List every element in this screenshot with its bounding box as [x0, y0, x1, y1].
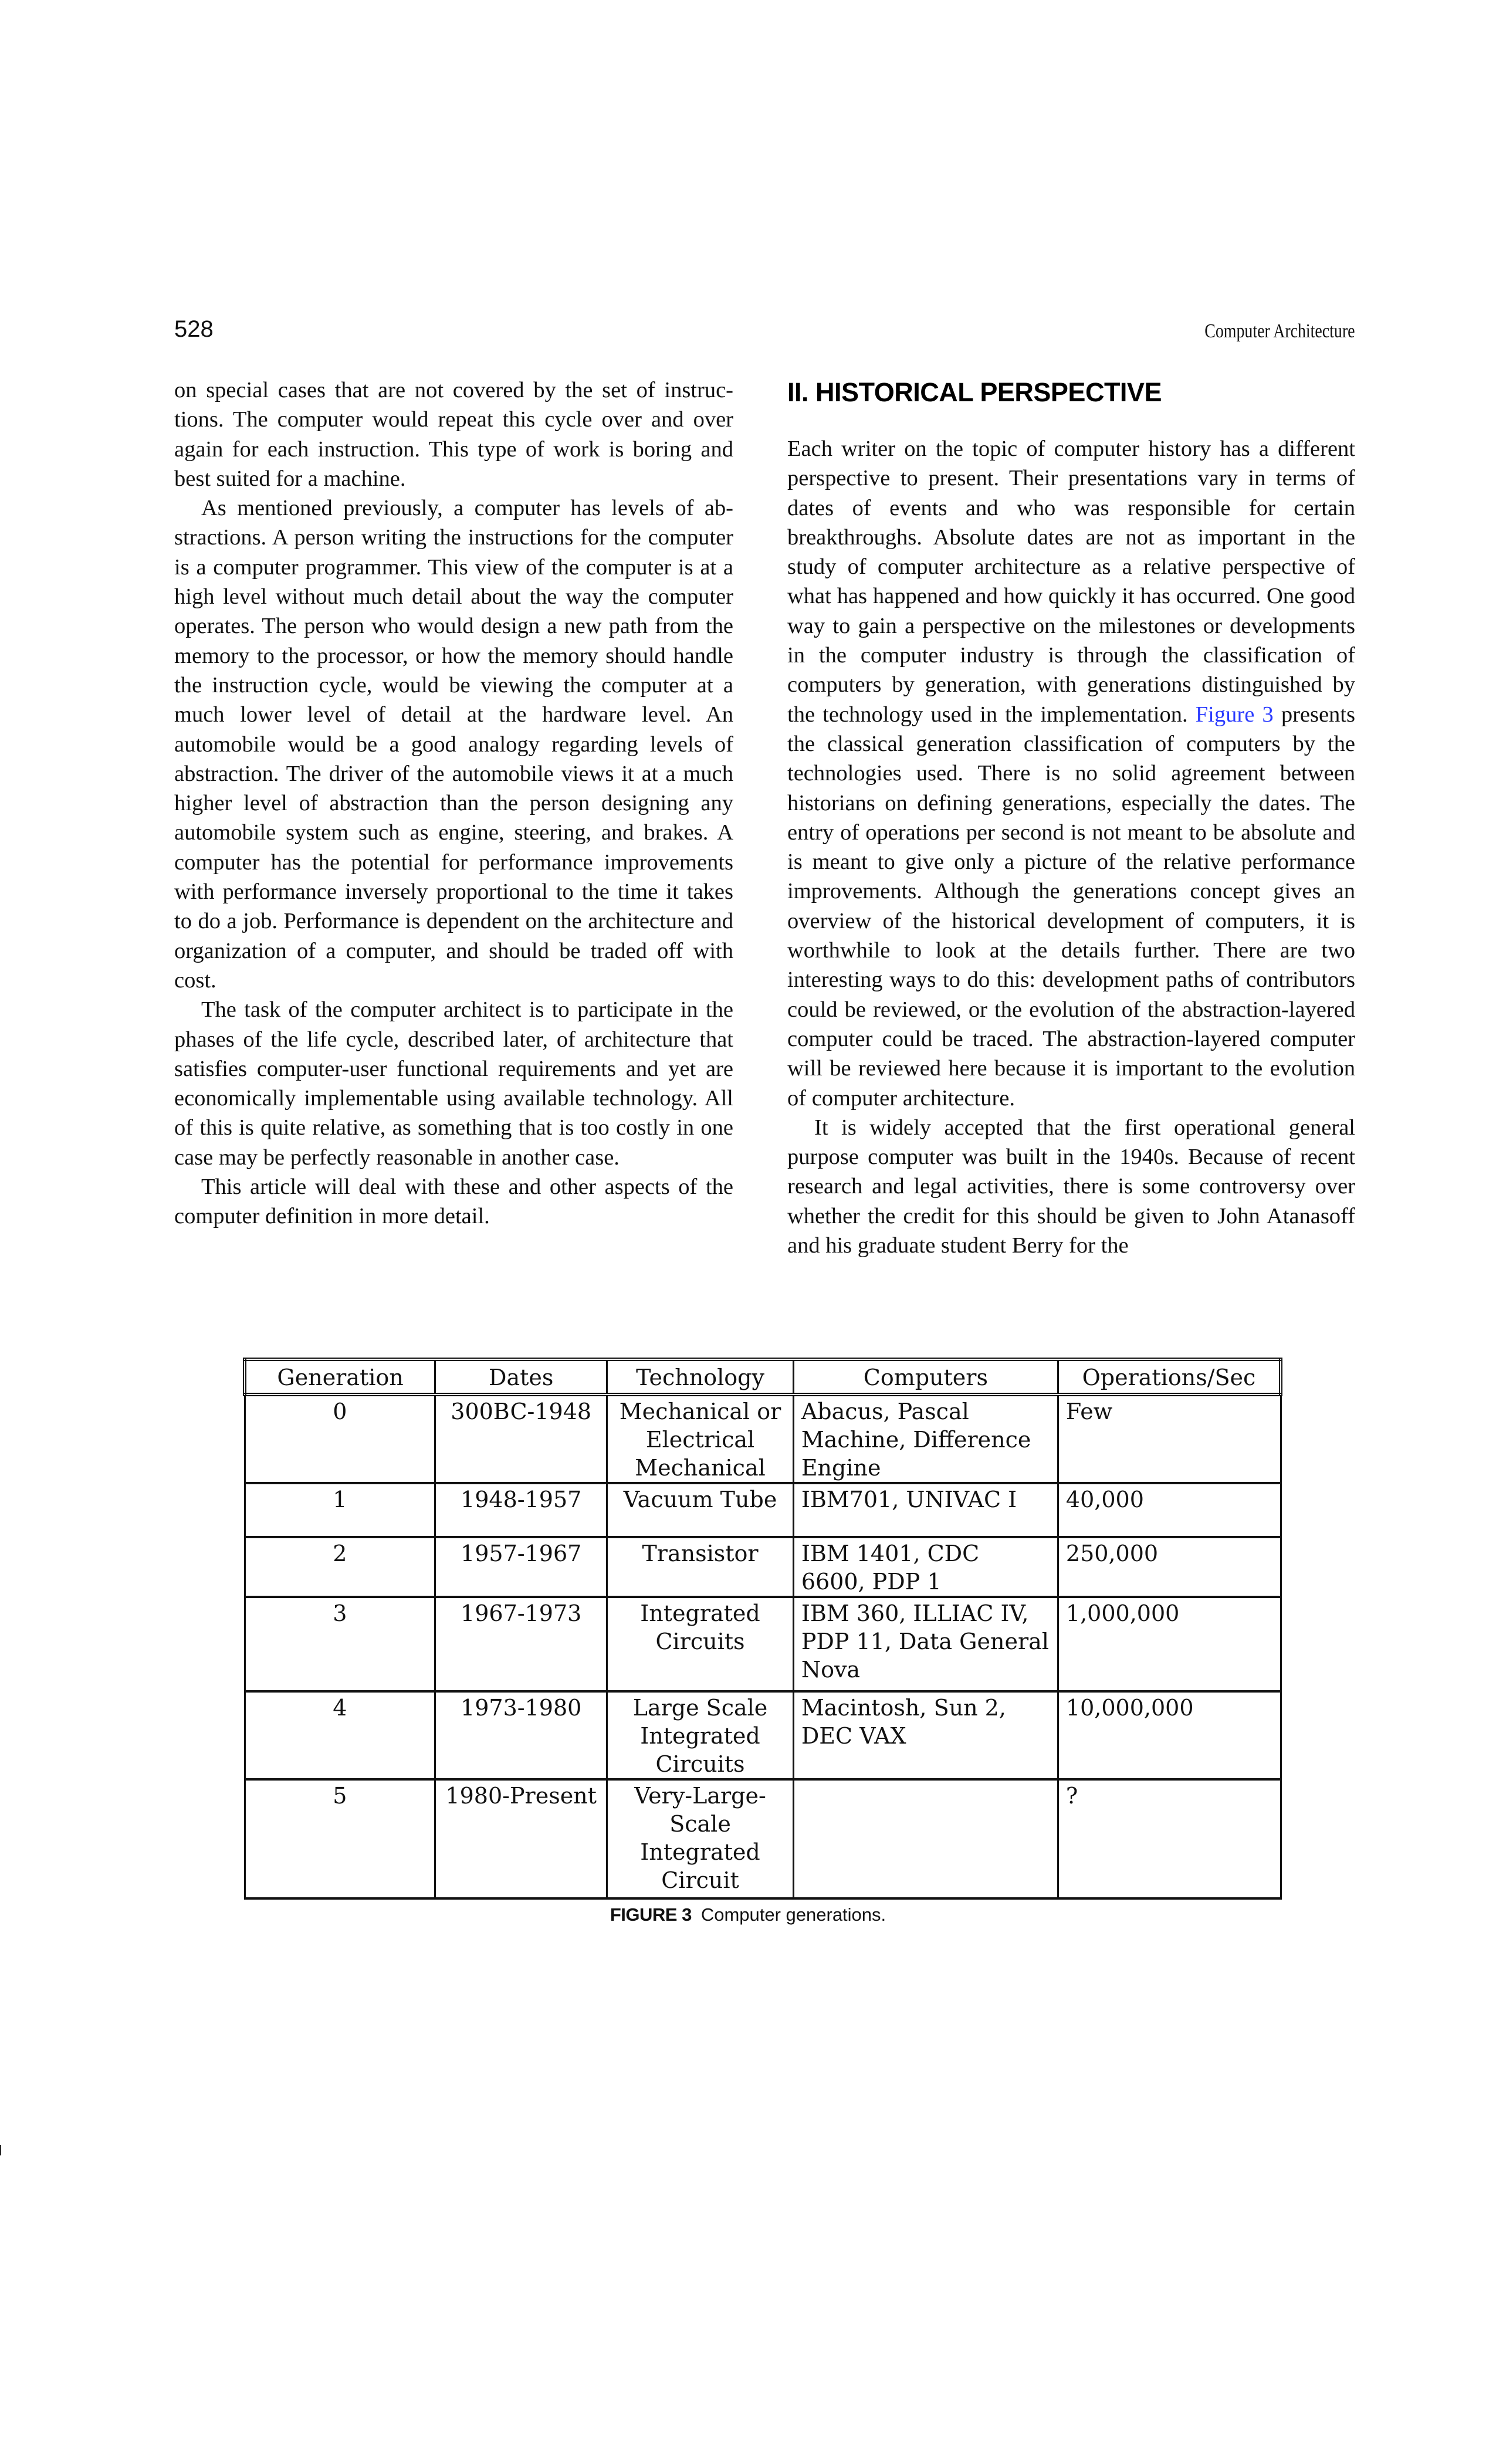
column-header-dates: Dates: [435, 1359, 607, 1395]
cell-generation: 3: [245, 1597, 435, 1691]
paragraph: This article will deal with these and other aspects of the computer definition in more detail.: [174, 1175, 733, 1229]
paragraph: on special cases that are not covered by the set of instructions. The computer would repeat this cycle over and over again for each instruction. This type of work is boring and best suited for a machine.: [174, 378, 733, 491]
cell-technology: Integrated Circuits: [607, 1597, 794, 1691]
cell-generation: 4: [245, 1691, 435, 1779]
scan-edge-mark: [0, 2145, 1, 2155]
cell-technology: Large Scale Integrated Circuits: [607, 1691, 794, 1779]
paragraph-text: presents the classical generation classification of computers by the technologies used. There is no solid agreement between historians on defining generations, especially the dates. The entry of operations per second is not meant to be absolute and is meant to give only a picture of the relative performance improvements. Although the generations concept gives an overview of the historical development of computers, it is worthwhile to look at the details further. There are two interesting ways to do this: development paths of contributors could be reviewed, or the evolution of the abstraction-layered computer could be traced. The abstraction-layered computer will be reviewed here because it is important to the evolution of computer architecture.: [787, 702, 1355, 1111]
cell-dates: 300BC-1948: [435, 1395, 607, 1483]
cell-generation: 1: [245, 1483, 435, 1537]
cell-technology: Mechanical or Electrical Mechanical: [607, 1395, 794, 1483]
cell-generation: 2: [245, 1537, 435, 1597]
paragraph: As mentioned previously, a computer has levels of abstractions. A person writing the instructions for the computer is a computer programmer. This view of the computer is at a high level without much detail about the way the computer operates. The person who would design a new path from the memory to the processor, or how the memory should handle the instruction cycle, would be viewing the computer at a much lower level of detail at the hardware level. An automobile would be a good analogy regarding levels of abstraction. The driver of the automobile views it at a much higher level of abstraction than the person designing any automobile system such as engine, steering, and brakes. A computer has the potential for performance improvements with performance inversely proportional to the time it takes to do a job. Performance is dependent on the architecture and organization of a computer, and should be traded off with cost.: [174, 496, 733, 993]
cell-generation: 0: [245, 1395, 435, 1483]
figure-3-link[interactable]: Figure 3: [1195, 702, 1274, 727]
table-row: [245, 1395, 1281, 1483]
cell-operations: 250,000: [1058, 1537, 1281, 1597]
cell-computers: Abacus, Pascal Machine, Difference Engine: [793, 1395, 1058, 1483]
cell-operations: 10,000,000: [1058, 1691, 1281, 1779]
cell-operations: 40,000: [1058, 1483, 1281, 1537]
cell-dates: 1957-1967: [435, 1537, 607, 1597]
table-header-row: [245, 1359, 1281, 1395]
paragraph: The task of the computer architect is to participate in the phases of the life cycle, described later, of architecture that satisfies computer-user functional requirements and yet are economically implementable using available technology. All of this is quite relative, as something that is too costly in one case may be perfectly reasonable in another case.: [174, 997, 733, 1170]
cell-operations: ?: [1058, 1779, 1281, 1898]
paragraph-text: Each writer on the topic of computer history has a different perspective to present. Their presentations vary in terms of dates of events and who was responsible for certain breakthroughs. Absolute dates are not as important in the study of computer architecture as a relative perspective of what has happened and how quickly it has occurred. One good way to gain a perspective on the milestones or developments in the computer industry is through the classification of computers by generation, with generations distinguished by the technology used in the implementation.: [787, 436, 1355, 727]
column-header-operations: Operations/Sec: [1058, 1359, 1281, 1395]
cell-computers: [793, 1779, 1058, 1898]
figure-caption: [0, 1902, 1496, 1928]
computer-generations-table: [243, 1358, 1282, 1900]
table-row: [245, 1691, 1281, 1779]
cell-computers: IBM 1401, CDC 6600, PDP 1: [793, 1537, 1058, 1597]
cell-technology: Transistor: [607, 1537, 794, 1597]
cell-dates: 1980-Present: [435, 1779, 607, 1898]
cell-technology: Vacuum Tube: [607, 1483, 794, 1537]
paragraph: It is widely accepted that the first operational general purpose computer was built in the 1940s. Because of recent research and legal activities, there is some controversy over whether the credit for this should be given to John Atanasoff and his graduate student Berry for the: [787, 1115, 1355, 1258]
figure-3-table: [243, 1358, 1282, 1900]
cell-computers: IBM 360, ILLIAC IV, PDP 11, Data General Nova: [793, 1597, 1058, 1691]
cell-generation: 5: [245, 1779, 435, 1898]
table-row: [245, 1537, 1281, 1597]
column-header-technology: Technology: [607, 1359, 794, 1395]
cell-computers: Macintosh, Sun 2, DEC VAX: [793, 1691, 1058, 1779]
right-column: [787, 434, 1355, 1260]
cell-dates: 1973-1980: [435, 1691, 607, 1779]
section-heading: II. HISTORICAL PERSPECTIVE: [787, 377, 1162, 407]
column-header-computers: Computers: [793, 1359, 1058, 1395]
cell-operations: Few: [1058, 1395, 1281, 1483]
cell-computers: IBM701, UNIVAC I: [793, 1483, 1058, 1537]
cell-dates: 1967-1973: [435, 1597, 607, 1691]
cell-technology: Very-Large-Scale Integrated Circuit: [607, 1779, 794, 1898]
left-column: [174, 375, 733, 1231]
table-row: [245, 1483, 1281, 1537]
table-row: [245, 1597, 1281, 1691]
cell-operations: 1,000,000: [1058, 1597, 1281, 1691]
page-number: 528: [174, 316, 214, 342]
figure-label: FIGURE 3: [610, 1904, 692, 1925]
table-row: [245, 1779, 1281, 1898]
column-header-generation: Generation: [245, 1359, 435, 1395]
cell-dates: 1948-1957: [435, 1483, 607, 1537]
paragraph: [787, 434, 1355, 1113]
figure-caption-text: Computer generations.: [700, 1904, 886, 1925]
running-header: Computer Architecture: [1204, 320, 1355, 342]
